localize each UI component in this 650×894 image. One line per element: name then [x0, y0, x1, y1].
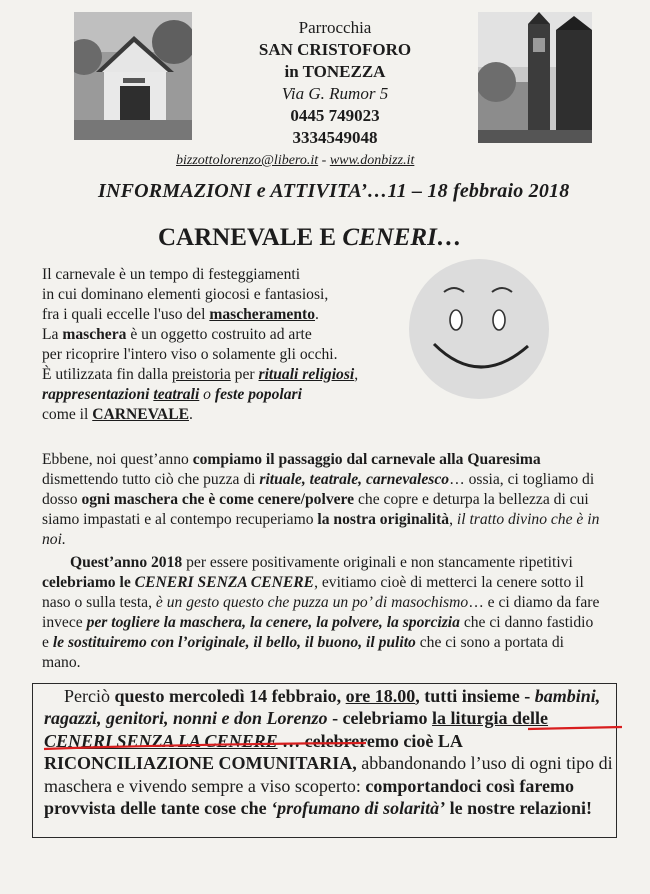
italic-term: è un gesto questo che puzza un po’ di masochismo	[155, 594, 469, 611]
bold-term: bambini, ragazzi, genitori, nonni e don Lorenzo	[44, 686, 601, 729]
bold-term: compiamo il passaggio dal carnevale alla Quaresima	[192, 451, 541, 468]
text-span: dismettendo tutto ciò che puzza di	[42, 471, 260, 488]
contact-separator: -	[318, 153, 330, 168]
bold-term: … celebreremo cioè LA RICONCILIAZIONE COMUNITARIA,	[44, 730, 462, 774]
text-span: … ossia, ci togliamo di dosso	[42, 471, 595, 508]
title-part-1: CARNEVALE E	[158, 224, 343, 251]
bold-term: feste popolari	[214, 386, 302, 403]
text-span: come il	[42, 406, 93, 423]
text-span: fra i quali eccelle l'uso del	[42, 306, 210, 323]
text-span: è un oggetto costruito ad arte	[126, 326, 312, 343]
bold-term: la liturgia delle	[432, 708, 549, 729]
bold-term: mascheramento	[209, 306, 316, 323]
title-part-2: CENERI…	[342, 224, 462, 251]
bold-term: CENERI SENZA CENERE	[134, 574, 315, 591]
website-link[interactable]: www.donbizz.it	[329, 153, 415, 168]
text-span: che ci sono a portata di mano.	[42, 634, 564, 671]
info-title: INFORMAZIONI e ATTIVITA’…11 – 18 febbraio 2018	[98, 180, 570, 202]
bold-term: , tutti insieme -	[415, 686, 535, 706]
bold-term: la nostra originalità	[317, 511, 450, 528]
text-span: che copre e deturpa la bellezza di cui siamo impastati e al contempo recuperiamo	[42, 491, 589, 528]
bold-term: ogni maschera che è come cenere/polvere	[81, 491, 355, 508]
underlined-term: preistoria	[171, 366, 231, 383]
bold-term: questo mercoledì 14 febbraio,	[114, 686, 346, 706]
bold-term: ‘profumano di solarità’	[271, 798, 446, 819]
text-span: Perciò	[64, 686, 115, 706]
text-span: .	[189, 406, 193, 423]
bold-term: rappresentazioni	[42, 386, 150, 403]
text-span: o	[199, 386, 215, 403]
parish-saint: SAN CRISTOFORO	[258, 40, 412, 59]
bold-term: rituale, teatrale, carnevalesco	[259, 471, 450, 488]
text-span: ,	[354, 366, 359, 383]
bold-term: maschera	[62, 326, 127, 343]
text-span: La	[42, 326, 63, 343]
parish-label: Parrocchia	[298, 18, 372, 37]
text-span: , evitiamo cioè di metterci la cenere sotto il naso o sulla testa,	[42, 574, 584, 611]
text-span: che ci danno fastidio e	[42, 614, 594, 651]
text-span: ,	[449, 511, 457, 528]
text-span: È utilizzata fin dalla	[42, 366, 172, 383]
text-span: Ebbene, noi quest’anno	[42, 451, 193, 468]
bold-term: ore 18.00	[345, 686, 416, 706]
parish-address: Via G. Rumor 5	[281, 84, 389, 103]
italic-term: il tratto divino che è in noi	[42, 511, 600, 548]
bold-term: per togliere la maschera, la cenere, la polvere, la sporcizia	[86, 614, 460, 631]
bold-term: le sostituiremo con l’originale, il bello, il buono, il pulito	[52, 634, 416, 651]
bold-term: teatrali	[153, 386, 200, 403]
text-span: … e ci diamo da fare invece	[42, 594, 600, 631]
parish-place: in TONEZZA	[284, 62, 386, 81]
text-span: .	[61, 531, 66, 548]
intro-line-2: in cui dominano elementi giocosi e fantasiosi,	[42, 286, 329, 303]
text-span: per essere positivamente originali e non stancamente ripetitivi	[182, 554, 573, 571]
email-link[interactable]: bizzottolorenzo@libero.it	[176, 153, 319, 168]
bold-term: rituali religiosi	[258, 366, 355, 383]
bold-term: comportandoci così faremo provvista delle tante cose che	[44, 775, 575, 819]
bold-term: le nostre relazioni!	[445, 798, 592, 819]
intro-line-5: per ricoprire l'intero viso o solamente gli occhi.	[42, 346, 338, 363]
text-span: per	[230, 366, 259, 383]
bold-term: celebriamo le	[42, 574, 135, 591]
text-span: abbandonando l’uso di ogni tipo di maschera e vivendo sempre a viso scoperto:	[44, 753, 613, 796]
text-span: .	[315, 306, 319, 323]
phone-number-1: 0445 749023	[290, 106, 380, 125]
bold-term: Quest’anno 2018	[70, 554, 183, 571]
bold-term: CARNEVALE	[92, 406, 189, 423]
phone-number-2: 3334549048	[292, 128, 378, 147]
bold-term: CENERI SENZA LA CENERE	[44, 730, 278, 751]
intro-line-1: Il carnevale è un tempo di festeggiamenti	[42, 266, 301, 283]
bold-term: - celebriamo	[327, 708, 433, 729]
